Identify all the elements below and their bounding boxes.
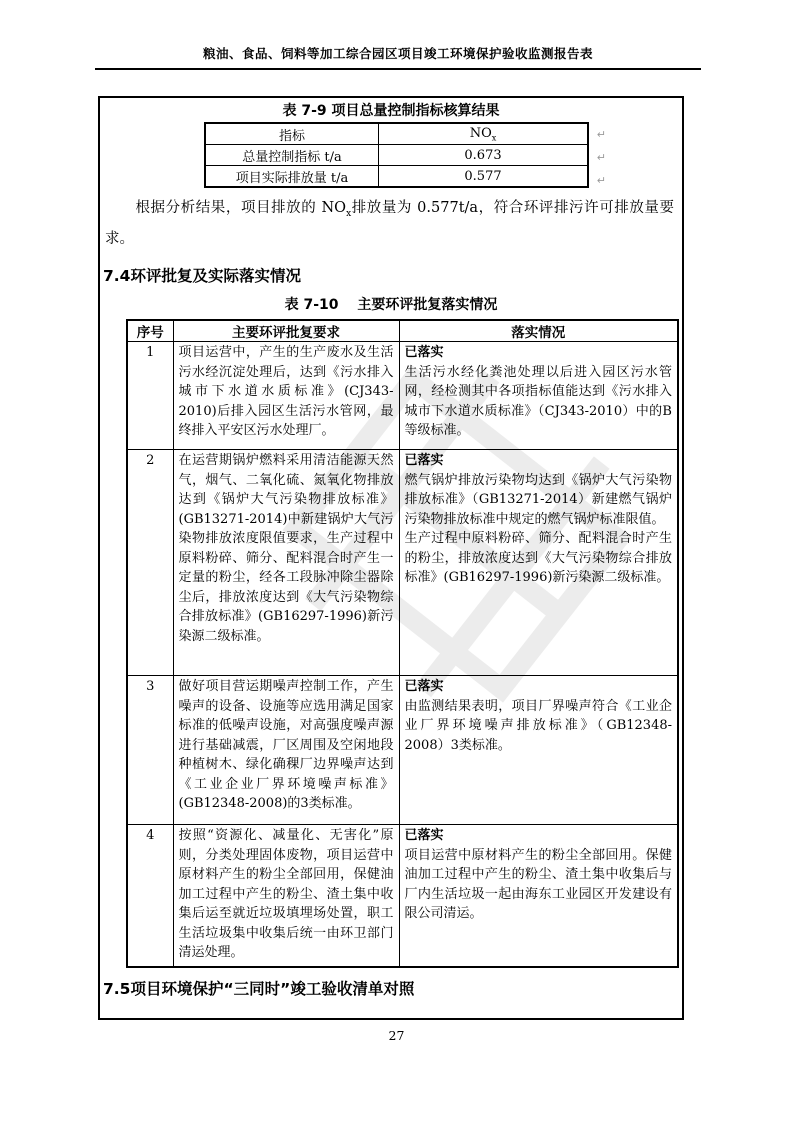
implementation-paragraph: 由监测结果表明，项目厂界噪声符合《工业企业厂界环境噪声排放标准》（GB12348-2008）3类标准。 — [404, 698, 672, 753]
implementation-status: 已落实 — [404, 679, 444, 695]
actual-emission-value-cell: 0.577 — [379, 166, 589, 188]
table-row — [205, 145, 588, 166]
implementation-cell — [399, 342, 678, 450]
paragraph-mark-icon: ↵ — [596, 151, 606, 164]
implementation-status: 已落实 — [404, 828, 444, 844]
paragraph-mark-icon: ↵ — [596, 128, 606, 141]
implementation-paragraph: 项目运营中原材料产生的粉尘全部回用。保健油加工过程中产生的粉尘、渣土集中收集后与厂内生活垃圾一起由海东工业园区开发建设有限公司清运。 — [404, 847, 672, 922]
implementation-cell — [399, 676, 678, 825]
analysis-paragraph — [105, 193, 674, 255]
table-7-10-body — [127, 342, 678, 967]
column-header-requirement: 主要环评批复要求 — [173, 320, 399, 342]
table-7-9 — [204, 122, 589, 188]
table-row — [127, 450, 678, 676]
pollutant-header-cell — [379, 123, 589, 145]
pollutant-name: NO — [469, 125, 492, 141]
requirement-cell: 做好项目营运期噪声控制工作，产生噪声的设备、设施等应选用满足国家标准的低噪声设施，对高强度噪声源进行基础减震，厂区周围及空闲地段种植树木、绿化确稞厂边界噪声达到《工业企业厂界环境噪声标准》(GB12348-2008)的3类标准。 — [173, 676, 399, 825]
implementation-paragraph: 生产过程中原料粉碎、筛分、配料混合时产生的粉尘，排放浓度达到《大气污染物综合排放标准》(GB16297-1996)新污染源二级标准。 — [404, 531, 672, 586]
table-7-9-wrap — [204, 122, 606, 188]
table-row — [127, 342, 678, 450]
table-7-9-title: 表 7-9 项目总量控制指标核算结果 — [282, 103, 500, 119]
table-row — [127, 676, 678, 825]
pollutant-subscript: x — [491, 133, 497, 143]
indicator-header-cell: 指标 — [205, 123, 379, 145]
row-number-cell: 2 — [127, 450, 173, 676]
table-7-10-title: 表 7-10 主要环评批复落实情况 — [284, 297, 498, 314]
actual-emission-label-cell: 项目实际排放量 t/a — [205, 166, 379, 188]
nox-subscript: x — [346, 208, 352, 219]
page-number: 27 — [388, 1028, 405, 1043]
implementation-paragraph: 燃气锅炉排放污染物均达到《锅炉大气污染物排放标准》（GB13271-2014）新建燃气锅炉污染物排放标准中规定的燃气锅炉标准限值。 — [404, 472, 672, 527]
page-header-title: 粮油、食品、饲料等加工综合园区项目竣工环境保护验收监测报告表 — [95, 44, 701, 70]
table-row — [127, 825, 678, 967]
analysis-text: 根据分析结果，项目排放的 NO — [135, 200, 347, 216]
paragraph-marks — [597, 123, 606, 192]
requirement-cell: 在运营期锅炉燃料采用清洁能源天然气，烟气、二氧化硫、氮氧化物排放达到《锅炉大气污染物排放标准》(GB13271-2014)中新建锅炉大气污染物排放浓度限值要求，生产过程中原料粉碎、筛分、配料混合时产生一定量的粉尘，经各工段脉冲除尘器除尘后，排放浓度达到《大气污染物综合排放标准》(GB16297-1996)新污染源二级标准。 — [173, 450, 399, 676]
table-7-10 — [126, 319, 679, 968]
column-header-no: 序号 — [127, 320, 173, 342]
row-number-cell: 4 — [127, 825, 173, 967]
implementation-paragraph: 生活污水经化粪池处理以后进入园区污水管网，经检测其中各项指标值能达到《污水排入城市下水道水质标准》（CJ343-2010）中的B等级标准。 — [404, 364, 672, 439]
implementation-status: 已落实 — [404, 453, 444, 469]
implementation-cell — [399, 450, 678, 676]
row-number-cell: 3 — [127, 676, 173, 825]
column-header-implementation: 落实情况 — [399, 320, 678, 342]
total-control-label-cell: 总量控制指标 t/a — [205, 145, 379, 166]
implementation-status: 已落实 — [404, 345, 444, 361]
requirement-cell: 项目运营中，产生的生产废水及生活污水经沉淀处理后，达到《污水排入城市下水道水质标准》(CJ343-2010)后排入园区生活污水管网，最终排入平安区污水处理厂。 — [173, 342, 399, 450]
table-row — [205, 123, 588, 145]
table-header-row — [127, 320, 678, 342]
implementation-cell — [399, 825, 678, 967]
content-frame — [98, 96, 684, 1020]
total-control-value-cell: 0.673 — [379, 145, 589, 166]
paragraph-mark-icon: ↵ — [596, 174, 606, 187]
section-7-5-heading: 7.5项目环境保护“三同时”竣工验收清单对照 — [103, 979, 415, 998]
table-row — [205, 166, 588, 188]
section-7-4-heading: 7.4环评批复及实际落实情况 — [103, 267, 301, 286]
analysis-text: 排放量为 0.577t/a，符合环评排污许可排放量要求。 — [105, 200, 674, 248]
requirement-cell: 按照“资源化、减量化、无害化”原则，分类处理固体废物，项目运营中原材料产生的粉尘全部回用，保健油加工过程中产生的粉尘、渣土集中收集后运至就近垃圾填埋场处置，职工生活垃圾集中收集后统一由环卫部门清运处理。 — [173, 825, 399, 967]
row-number-cell: 1 — [127, 342, 173, 450]
